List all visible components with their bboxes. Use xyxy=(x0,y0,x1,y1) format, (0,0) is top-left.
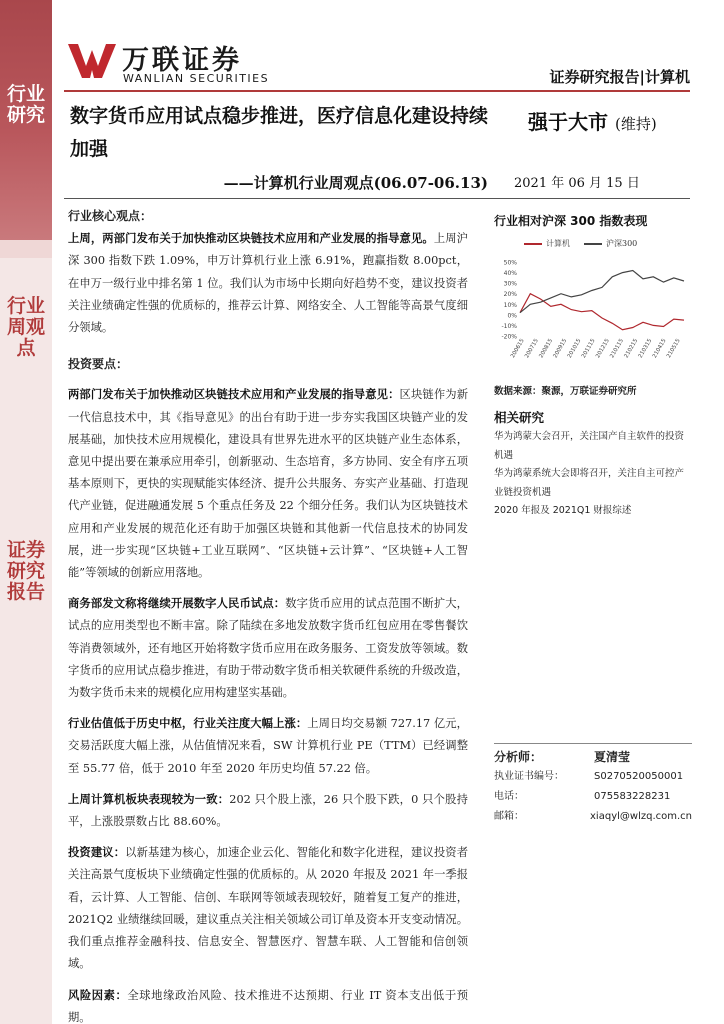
analyst-name: 夏清莹 xyxy=(594,750,631,764)
x-tick-label: 210415 xyxy=(651,338,668,360)
related-item[interactable]: 华为鸿蒙大会召开，关注国产自主软件的投资机遇 xyxy=(494,431,685,461)
analyst-phone-row: 电话： 075583228231 xyxy=(494,791,671,802)
legend-swatch-hs300 xyxy=(584,243,602,245)
sidebar-divider xyxy=(0,240,52,258)
title-separator xyxy=(64,198,690,199)
core-view-paragraph: 上周，两部门发布关于加快推动区块链技术应用和产业发展的指导意见。上周沪深 300 指数下跌 1.09%，申万计算机行业上涨 6.91%，跑赢指数 8.00pct，在申万一级行业中排名第 1 位。我们认为市场中长期向好趋势不变，建议投资者关注业绩确定性强的优质标的，推荐云计算、网络安全、人工智能等高景气度细分领域。 xyxy=(68,231,468,335)
analyst-cert-row: 执业证书编号： S0270520050001 xyxy=(494,771,684,782)
points-heading: 投资要点： xyxy=(68,357,129,372)
y-tick-label: 0% xyxy=(507,312,517,320)
legend-swatch-computer xyxy=(524,243,542,245)
y-tick-label: 50% xyxy=(503,259,517,267)
y-tick-label: 30% xyxy=(503,280,517,288)
industry-rating: 强于大市 (维持) xyxy=(528,110,657,134)
brand-name-en: WANLIAN SECURITIES xyxy=(123,72,270,85)
related-research-heading: 相关研究 xyxy=(494,410,545,425)
x-tick-label: 201215 xyxy=(595,338,611,360)
analyst-info xyxy=(494,747,692,827)
related-item[interactable]: 2020 年报及 2021Q1 财报综述 xyxy=(494,505,632,516)
main-body xyxy=(68,205,468,1024)
chart-heading: 行业相对沪深 300 指数表现 xyxy=(494,214,648,228)
sidebar-label-research-report: 证券研究报告 xyxy=(6,539,45,603)
relative-performance-chart xyxy=(494,234,692,380)
point-digital-currency: 商务部发文称将继续开展数字人民币试点：数字货币应用的试点范围不断扩大，试点的应用类型也不断丰富。除了陆续在多地发放数字货币红包应用在零售餐饮等消费领域外，还有地区开始将数字货币应用在政务服务、工资发放等领域。数字货币的应用试点稳步推进，有助于带动数字货币相关软硬件系统的升级改造，为数字货币未来的规模化应用构建坚实基础。 xyxy=(68,596,468,700)
sidebar-label-industry-research: 行业研究 xyxy=(6,83,45,126)
related-item[interactable]: 华为鸿蒙系统大会即将召开，关注自主可控产业链投资机遇 xyxy=(494,468,685,498)
analyst-rule xyxy=(494,743,692,744)
rating-box xyxy=(496,100,692,196)
series-line-hs300 xyxy=(520,271,684,313)
x-tick-label: 210315 xyxy=(637,338,654,360)
x-tick-label: 201115 xyxy=(580,338,597,360)
related-research-list xyxy=(494,428,692,521)
point-risk-factors: 风险因素：全球地缘政治风险、技术推进不达预期、行业 IT 资本支出低于预期。 xyxy=(68,987,468,1024)
x-tick-label: 210215 xyxy=(623,338,640,360)
x-tick-label: 200815 xyxy=(538,338,555,360)
analyst-name-row: 分析师： 夏清莹 xyxy=(494,747,692,767)
x-tick-label: 210515 xyxy=(666,338,682,360)
sidebar-label-weekly-view: 行业周观点 xyxy=(6,295,45,359)
x-tick-label: 210115 xyxy=(609,338,626,360)
page-subtitle: ——计算机行业周观点(06.07-06.13) xyxy=(223,174,488,192)
y-tick-label: 10% xyxy=(503,301,517,309)
chart-legend xyxy=(524,238,637,249)
left-sidebar xyxy=(0,0,52,1024)
y-tick-label: -10% xyxy=(501,322,517,330)
core-view-heading: 行业核心观点： xyxy=(68,209,153,223)
brand-logo-icon xyxy=(66,40,118,80)
series-line-computer xyxy=(520,294,684,330)
x-tick-label: 200615 xyxy=(510,338,526,360)
point-blockchain: 两部门发布关于加快推动区块链技术应用和产业发展的指导意见：区块链作为新一代信息技术中，其《指导意见》的出台有助于进一步夯实我国区块链产业的发展基础，加快技术应用规模化，建设具有世界先进水平的区块链产业生态体系，意见中提出要在兼承应用牵引，创新驱动、生态培育，多方协同、安全有序五项基本原则下，更快的实现赋能实体经济、提升公共服务、夯实产业基础、打造现代产业链，促进融通发展 5 个重点任务及 22 个细分任务。我们认为区块链技术应用和产业发展的规范化还有助于加强区块链和其他新一代信息技术的协同发展，进一步实现“区块链+工业互联网”、“区块链+云计算”、“区块链+人工智能”等领域的创新应用落地。 xyxy=(68,387,468,580)
legend-item-hs300: 沪深300 xyxy=(584,238,637,249)
x-tick-label: 200715 xyxy=(524,338,540,360)
report-date: 2021 年 06 月 15 日 xyxy=(514,176,640,191)
x-tick-label: 201015 xyxy=(566,338,583,360)
header-rule xyxy=(64,90,690,92)
chart-source: 数据来源：聚源，万联证券研究所 xyxy=(494,386,637,397)
y-tick-label: 40% xyxy=(503,270,517,278)
point-sector-performance: 上周计算机板块表现较为一致：202 只个股上涨，26 只个股下跌，0 只个股持平，上涨股票数占比 88.60%。 xyxy=(68,791,468,829)
legend-item-computer: 计算机 xyxy=(524,238,570,249)
analyst-email-row: 邮箱： xiaqyl@wlzq.com.cn xyxy=(494,807,692,827)
page-title: 数字货币应用试点稳步推进，医疗信息化建设持续加强 xyxy=(70,105,489,160)
report-type: 证券研究报告|计算机 xyxy=(549,68,690,86)
analyst-email-link[interactable]: xiaqyl@wlzq.com.cn xyxy=(590,811,692,822)
y-tick-label: 20% xyxy=(503,291,517,299)
chart-canvas xyxy=(494,234,692,380)
x-tick-label: 200915 xyxy=(552,338,569,360)
y-tick-label: -20% xyxy=(501,333,517,341)
brand-name-cn: 万联证券 xyxy=(122,45,242,76)
point-investment-advice: 投资建议：以新基建为核心，加速企业云化、智能化和数字化进程，建议投资者关注高景气度板块下业绩确定性强的优质标的。从 2020 年报及 2021 年一季报看，云计算、人工智能、信创、车联网等领域表现较好，随着复工复产的推进，2021Q2 业绩继续回暖，建议重点关注相关领域公司订单及资本开支变动情况。我们重点推荐金融科技、信息安全、智慧医疗、智慧车联、人工智能和信创领域。 xyxy=(68,845,468,971)
point-valuation: 行业估值低于历史中枢，行业关注度大幅上涨：上周日均交易额 727.17 亿元，交易活跃度大幅上涨，从估值情况来看，SW 计算机行业 PE（TTM）已经调整至 55.77 倍，低于 2010 年至 2020 年历史均值 57.22 倍。 xyxy=(68,716,468,775)
